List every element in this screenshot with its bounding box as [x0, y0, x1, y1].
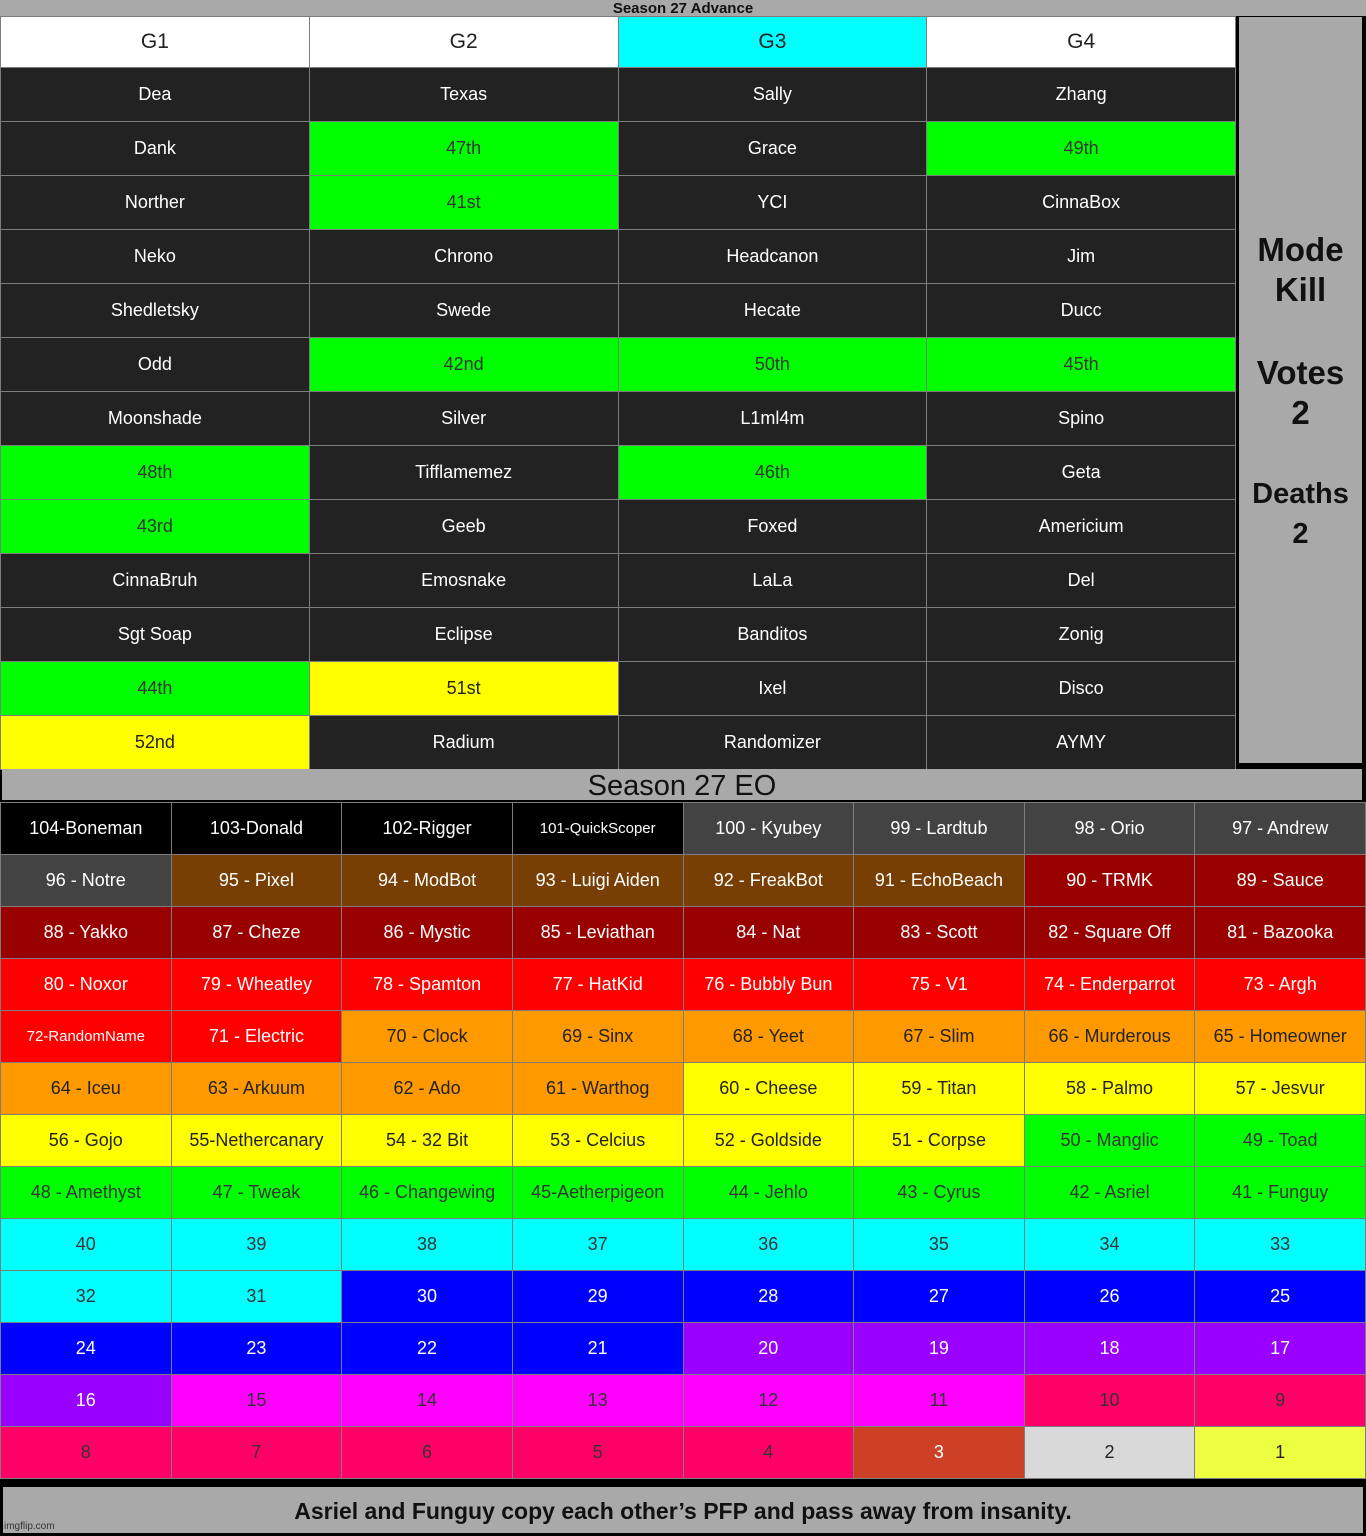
elimination-cell: 12 [683, 1375, 854, 1427]
table-row [1, 338, 1236, 392]
contestant-cell: Foxed [618, 500, 927, 554]
elimination-cell: 73 - Argh [1195, 959, 1366, 1011]
table-row [1, 446, 1236, 500]
elimination-cell: 83 - Scott [854, 907, 1025, 959]
eo-title: Season 27 EO [2, 769, 1362, 800]
elimination-cell: 7 [171, 1427, 342, 1479]
elimination-cell: 58 - Palmo [1024, 1063, 1195, 1115]
elimination-cell: 54 - 32 Bit [342, 1115, 513, 1167]
column-header-g3: G3 [618, 17, 927, 68]
elimination-cell: 31 [171, 1271, 342, 1323]
table-row [1, 662, 1236, 716]
elimination-cell: 16 [1, 1375, 172, 1427]
elimination-cell: 3 [854, 1427, 1025, 1479]
elimination-cell: 51 - Corpse [854, 1115, 1025, 1167]
elimination-cell: 85 - Leviathan [512, 907, 683, 959]
contestant-cell: Sgt Soap [1, 608, 310, 662]
elimination-cell: 6 [342, 1427, 513, 1479]
votes-group [1239, 353, 1362, 433]
eo-body [1, 803, 1366, 1479]
elimination-cell: 50 - Manglic [1024, 1115, 1195, 1167]
elimination-cell: 40 [1, 1219, 172, 1271]
elimination-cell: 103-Donald [171, 803, 342, 855]
elimination-cell: 98 - Orio [1024, 803, 1195, 855]
table-row [1, 1063, 1366, 1115]
elimination-cell: 80 - Noxor [1, 959, 172, 1011]
contestant-cell: Disco [927, 662, 1236, 716]
contestant-cell: Emosnake [309, 554, 618, 608]
contestant-cell: 45th [927, 338, 1236, 392]
elimination-cell: 67 - Slim [854, 1011, 1025, 1063]
mode-label: Mode [1257, 231, 1344, 268]
mode-value: Kill [1274, 271, 1327, 308]
elimination-cell: 30 [342, 1271, 513, 1323]
elimination-cell: 63 - Arkuum [171, 1063, 342, 1115]
contestant-cell: Americium [927, 500, 1236, 554]
contestant-cell: Banditos [618, 608, 927, 662]
contestant-cell: Del [927, 554, 1236, 608]
elimination-cell: 15 [171, 1375, 342, 1427]
elimination-cell: 27 [854, 1271, 1025, 1323]
watermark: imgflip.com [4, 1521, 55, 1532]
contestant-cell: YCI [618, 176, 927, 230]
elimination-cell: 29 [512, 1271, 683, 1323]
table-row [1, 392, 1236, 446]
elimination-cell: 18 [1024, 1323, 1195, 1375]
contestant-cell: Tifflamemez [309, 446, 618, 500]
deaths-value: 2 [1292, 518, 1309, 550]
deaths-label: Deaths [1252, 478, 1349, 510]
stats-panel [1239, 17, 1362, 763]
elimination-cell: 66 - Murderous [1024, 1011, 1195, 1063]
elimination-cell: 76 - Bubbly Bun [683, 959, 854, 1011]
elimination-cell: 37 [512, 1219, 683, 1271]
elimination-cell: 33 [1195, 1219, 1366, 1271]
elimination-cell: 4 [683, 1427, 854, 1479]
table-row [1, 608, 1236, 662]
elimination-cell: 56 - Gojo [1, 1115, 172, 1167]
contestant-cell: 43rd [1, 500, 310, 554]
contestant-cell: 42nd [309, 338, 618, 392]
elimination-cell: 93 - Luigi Aiden [512, 855, 683, 907]
elimination-cell: 35 [854, 1219, 1025, 1271]
table-row [1, 176, 1236, 230]
elimination-cell: 48 - Amethyst [1, 1167, 172, 1219]
elimination-cell: 46 - Changewing [342, 1167, 513, 1219]
mode-group [1239, 230, 1362, 310]
table-row [1, 1167, 1366, 1219]
elimination-cell: 43 - Cyrus [854, 1167, 1025, 1219]
elimination-cell: 49 - Toad [1195, 1115, 1366, 1167]
elimination-cell: 81 - Bazooka [1195, 907, 1366, 959]
table-row [1, 1115, 1366, 1167]
elimination-cell: 84 - Nat [683, 907, 854, 959]
contestant-cell: AYMY [927, 716, 1236, 770]
contestant-cell: Sally [618, 68, 927, 122]
contestant-cell: 41st [309, 176, 618, 230]
elimination-cell: 22 [342, 1323, 513, 1375]
elimination-cell: 17 [1195, 1323, 1366, 1375]
elimination-cell: 72-RandomName [1, 1011, 172, 1063]
contestant-cell: L1ml4m [618, 392, 927, 446]
column-header-g1: G1 [1, 17, 310, 68]
elimination-cell: 19 [854, 1323, 1025, 1375]
elimination-cell: 91 - EchoBeach [854, 855, 1025, 907]
elimination-cell: 64 - Iceu [1, 1063, 172, 1115]
contestant-cell: 49th [927, 122, 1236, 176]
table-row [1, 1011, 1366, 1063]
contestant-cell: Radium [309, 716, 618, 770]
contestant-cell: Geta [927, 446, 1236, 500]
deaths-group [1239, 474, 1362, 554]
contestant-cell: Randomizer [618, 716, 927, 770]
contestant-cell: Chrono [309, 230, 618, 284]
elimination-cell: 32 [1, 1271, 172, 1323]
elimination-cell: 86 - Mystic [342, 907, 513, 959]
elimination-cell: 45-Aetherpigeon [512, 1167, 683, 1219]
elimination-cell: 60 - Cheese [683, 1063, 854, 1115]
elimination-cell: 94 - ModBot [342, 855, 513, 907]
column-header-g2: G2 [309, 17, 618, 68]
table-row [1, 1375, 1366, 1427]
elimination-cell: 102-Rigger [342, 803, 513, 855]
elimination-cell: 88 - Yakko [1, 907, 172, 959]
elimination-cell: 44 - Jehlo [683, 1167, 854, 1219]
table-row [1, 500, 1236, 554]
elimination-cell: 82 - Square Off [1024, 907, 1195, 959]
elimination-cell: 13 [512, 1375, 683, 1427]
contestant-cell: Norther [1, 176, 310, 230]
elimination-cell: 36 [683, 1219, 854, 1271]
contestant-cell: CinnaBruh [1, 554, 310, 608]
contestant-cell: Spino [927, 392, 1236, 446]
elimination-cell: 52 - Goldside [683, 1115, 854, 1167]
table-row [1, 1271, 1366, 1323]
elimination-cell: 28 [683, 1271, 854, 1323]
elimination-cell: 101-QuickScoper [512, 803, 683, 855]
elimination-cell: 47 - Tweak [171, 1167, 342, 1219]
table-row [1, 716, 1236, 770]
contestant-cell: Hecate [618, 284, 927, 338]
elimination-cell: 8 [1, 1427, 172, 1479]
elimination-cell: 96 - Notre [1, 855, 172, 907]
elimination-cell: 42 - Asriel [1024, 1167, 1195, 1219]
elimination-cell: 9 [1195, 1375, 1366, 1427]
table-row [1, 907, 1366, 959]
elimination-cell: 77 - HatKid [512, 959, 683, 1011]
elimination-cell: 100 - Kyubey [683, 803, 854, 855]
contestant-cell: 51st [309, 662, 618, 716]
elimination-cell: 41 - Funguy [1195, 1167, 1366, 1219]
elimination-cell: 104-Boneman [1, 803, 172, 855]
table-row [1, 284, 1236, 338]
elimination-cell: 55-Nethercanary [171, 1115, 342, 1167]
contestant-cell: 47th [309, 122, 618, 176]
elimination-cell: 62 - Ado [342, 1063, 513, 1115]
contestant-cell: Zonig [927, 608, 1236, 662]
advance-header-row [1, 17, 1236, 68]
contestant-cell: Silver [309, 392, 618, 446]
footer-caption: Asriel and Funguy copy each other’s PFP and pass away from insanity. [3, 1487, 1363, 1533]
contestant-cell: Dea [1, 68, 310, 122]
elimination-cell: 39 [171, 1219, 342, 1271]
contestant-cell: Ixel [618, 662, 927, 716]
table-row [1, 803, 1366, 855]
table-row [1, 1219, 1366, 1271]
contestant-cell: Texas [309, 68, 618, 122]
elimination-cell: 2 [1024, 1427, 1195, 1479]
contestant-cell: Eclipse [309, 608, 618, 662]
elimination-cell: 10 [1024, 1375, 1195, 1427]
elimination-cell: 69 - Sinx [512, 1011, 683, 1063]
table-row [1, 855, 1366, 907]
contestant-cell: Grace [618, 122, 927, 176]
elimination-cell: 25 [1195, 1271, 1366, 1323]
contestant-cell: Zhang [927, 68, 1236, 122]
advance-title: Season 27 Advance [0, 0, 1366, 16]
contestant-cell: Neko [1, 230, 310, 284]
votes-value: 2 [1291, 394, 1310, 431]
elimination-cell: 57 - Jesvur [1195, 1063, 1366, 1115]
elimination-cell: 26 [1024, 1271, 1195, 1323]
contestant-cell: Headcanon [618, 230, 927, 284]
eo-table [0, 802, 1366, 1479]
elimination-cell: 95 - Pixel [171, 855, 342, 907]
contestant-cell: Dank [1, 122, 310, 176]
elimination-cell: 90 - TRMK [1024, 855, 1195, 907]
elimination-cell: 38 [342, 1219, 513, 1271]
elimination-cell: 87 - Cheze [171, 907, 342, 959]
elimination-cell: 70 - Clock [342, 1011, 513, 1063]
contestant-cell: Jim [927, 230, 1236, 284]
table-row [1, 959, 1366, 1011]
contestant-cell: 46th [618, 446, 927, 500]
elimination-cell: 5 [512, 1427, 683, 1479]
votes-label: Votes [1256, 354, 1345, 391]
elimination-cell: 20 [683, 1323, 854, 1375]
elimination-cell: 78 - Spamton [342, 959, 513, 1011]
table-row [1, 554, 1236, 608]
contestant-cell: 48th [1, 446, 310, 500]
elimination-cell: 71 - Electric [171, 1011, 342, 1063]
elimination-cell: 89 - Sauce [1195, 855, 1366, 907]
elimination-cell: 53 - Celcius [512, 1115, 683, 1167]
contestant-cell: CinnaBox [927, 176, 1236, 230]
elimination-cell: 79 - Wheatley [171, 959, 342, 1011]
elimination-cell: 97 - Andrew [1195, 803, 1366, 855]
contestant-cell: Swede [309, 284, 618, 338]
contestant-cell: Geeb [309, 500, 618, 554]
elimination-cell: 65 - Homeowner [1195, 1011, 1366, 1063]
column-header-g4: G4 [927, 17, 1236, 68]
elimination-cell: 23 [171, 1323, 342, 1375]
elimination-cell: 34 [1024, 1219, 1195, 1271]
elimination-cell: 99 - Lardtub [854, 803, 1025, 855]
elimination-cell: 75 - V1 [854, 959, 1025, 1011]
elimination-cell: 11 [854, 1375, 1025, 1427]
contestant-cell: 44th [1, 662, 310, 716]
table-row [1, 230, 1236, 284]
table-row [1, 122, 1236, 176]
elimination-cell: 74 - Enderparrot [1024, 959, 1195, 1011]
contestant-cell: 52nd [1, 716, 310, 770]
contestant-cell: Ducc [927, 284, 1236, 338]
contestant-cell: Odd [1, 338, 310, 392]
elimination-cell: 92 - FreakBot [683, 855, 854, 907]
advance-table [0, 16, 1236, 770]
elimination-cell: 24 [1, 1323, 172, 1375]
contestant-cell: LaLa [618, 554, 927, 608]
table-row [1, 68, 1236, 122]
contestant-cell: 50th [618, 338, 927, 392]
elimination-cell: 14 [342, 1375, 513, 1427]
table-row [1, 1323, 1366, 1375]
elimination-cell: 21 [512, 1323, 683, 1375]
advance-body [1, 68, 1236, 770]
elimination-cell: 59 - Titan [854, 1063, 1025, 1115]
elimination-cell: 68 - Yeet [683, 1011, 854, 1063]
contestant-cell: Moonshade [1, 392, 310, 446]
elimination-cell: 1 [1195, 1427, 1366, 1479]
elimination-cell: 61 - Warthog [512, 1063, 683, 1115]
table-row [1, 1427, 1366, 1479]
contestant-cell: Shedletsky [1, 284, 310, 338]
